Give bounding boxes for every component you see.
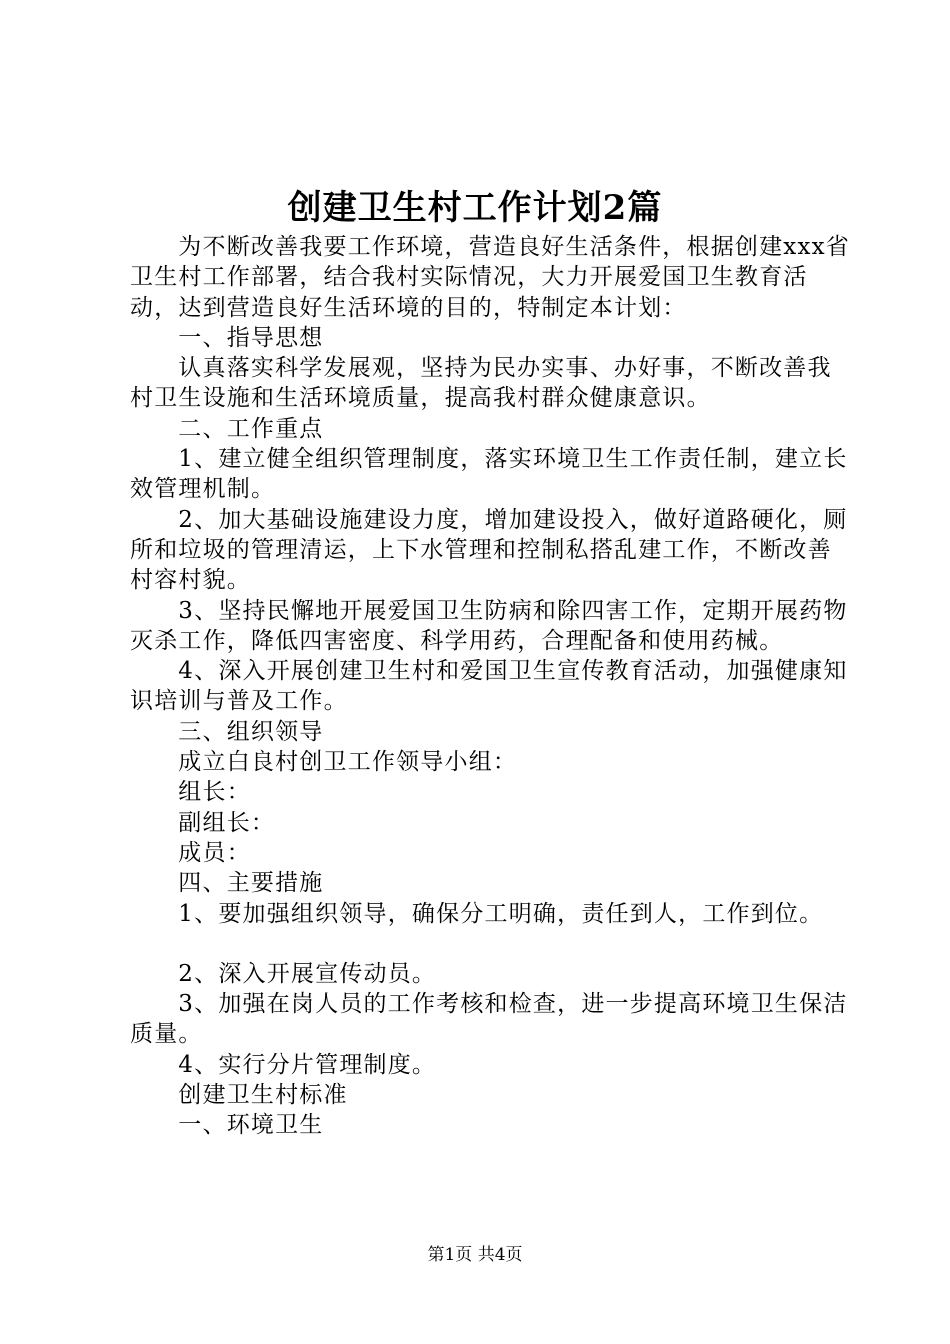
paragraph-guiding-ideology: 认真落实科学发展观，坚持为民办实事、办好事，不断改善我村卫生设施和生活环境质量，提高我村群众健康意识。 [130,355,832,412]
paragraph-measure-1: 1、要加强组织领导，确保分工明确，责任到人，工作到位。 [178,900,824,927]
heading-guiding-ideology: 一、指导思想 [178,324,324,351]
heading-main-measures: 四、主要措施 [178,870,324,897]
paragraph-measure-4: 4、实行分片管理制度。 [178,1051,437,1078]
paragraph-group-leader: 组长： [178,779,251,806]
paragraph-leading-group: 成立白良村创卫工作领导小组： [178,749,518,776]
paragraph-focus-1: 1、建立健全组织管理制度，落实环境卫生工作责任制，建立长效管理机制。 [130,446,848,503]
heading-organization: 三、组织领导 [178,718,324,745]
paragraph-focus-4: 4、深入开展创建卫生村和爱国卫生宣传教育活动，加强健康知识培训与普及工作。 [130,658,848,715]
heading-sanitation-standard: 创建卫生村标准 [178,1082,348,1109]
paragraph-measure-2: 2、深入开展宣传动员。 [178,960,437,987]
paragraph-focus-2: 2、加大基础设施建设力度，增加建设投入，做好道路硬化，厕所和垃圾的管理清运，上下水管理和控制私搭乱建工作，不断改善村容村貌。 [130,506,848,594]
paragraph-focus-3: 3、坚持民懈地开展爱国卫生防病和除四害工作，定期开展药物灭杀工作，降低四害密度、科学用药，合理配备和使用药械。 [130,597,848,654]
paragraph-members: 成员： [178,839,251,866]
heading-environmental-sanitation: 一、环境卫生 [178,1112,324,1139]
document-body [130,232,850,1141]
paragraph-measure-3: 3、加强在岗人员的工作考核和检查，进一步提高环境卫生保洁质量。 [130,991,848,1048]
page-footer: 第1页 共4页 [427,1245,523,1265]
paragraph-deputy-leader: 副组长： [178,809,276,836]
document-title: 创建卫生村工作计划2篇 [287,188,663,228]
paragraph-intro: 为不断改善我要工作环境，营造良好生活条件，根据创建xxx省卫生村工作部署，结合我村实际情况，大力开展爱国卫生教育活动，达到营造良好生活环境的目的，特制定本计划： [130,234,851,321]
heading-work-focus: 二、工作重点 [178,415,324,442]
